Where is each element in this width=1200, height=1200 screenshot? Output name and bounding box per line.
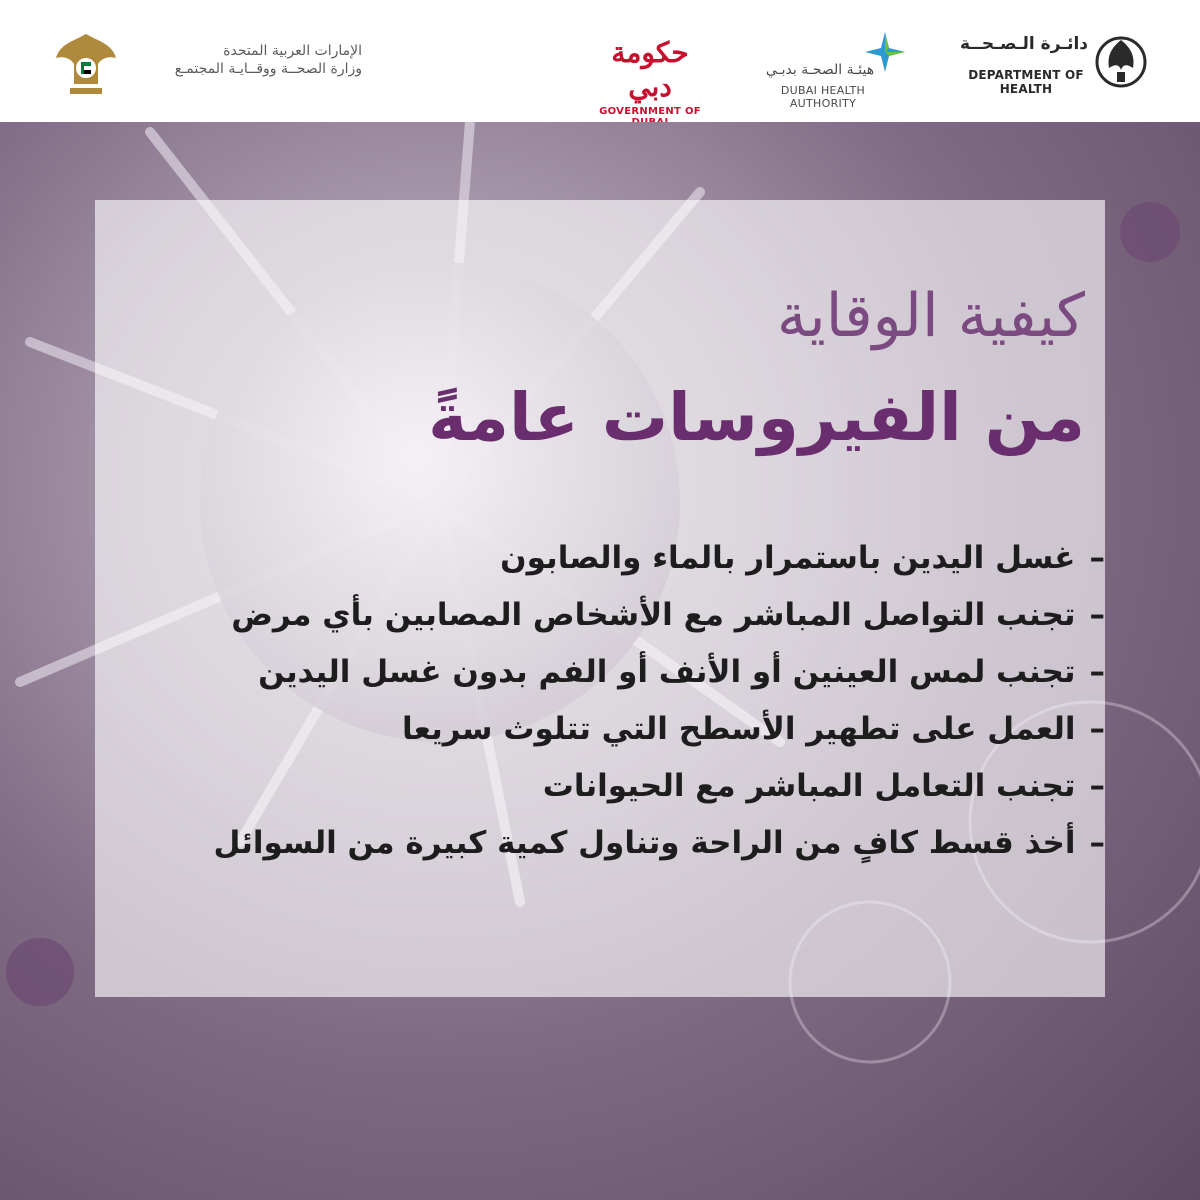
bullet-dash: – [1089,597,1105,633]
tip-text: غسل اليدين باستمرار بالماء والصابون [500,540,1076,576]
uae-logo-line1: الإمارات العربية المتحدة [223,43,362,59]
bullet-dash: – [1089,825,1105,861]
list-item [105,644,1105,701]
dubai-logo-english: GOVERNMENT OF [599,106,701,117]
uae-logo-line2: وزارة الصحــة ووقــايـة المجتمـع [174,61,362,77]
dha-logo-arabic: هيئـة الصحـة بدبـي [765,62,875,78]
title-line-2: من الفيروسات عامةً [428,379,1085,456]
dubai-logo-arabic: حكومة دبي [611,36,689,103]
bullet-dash: – [1089,654,1105,690]
tip-text: العمل على تطهير الأسطح التي تتلوث سريعا [401,711,1076,747]
list-item [105,587,1105,644]
title-line-1: كيفية الوقاية [776,281,1085,351]
list-item [105,815,1105,872]
list-item [105,701,1105,758]
bullet-dash: – [1089,768,1105,804]
header-bar [0,0,1200,122]
uae-emblem-icon [50,28,122,98]
department-of-health-logo [955,28,1155,98]
list-item [105,530,1105,587]
government-of-dubai-logo [590,36,710,117]
abu-dhabi-emblem-icon [1095,30,1147,94]
doh-logo-arabic: دائـرة الـصـحــة [959,34,1089,54]
bullet-dash: – [1089,540,1105,576]
dha-logo-english: DUBAI HEALTH AUTHORITY [780,84,866,110]
doh-logo-english: DEPARTMENT OF HEALTH [968,68,1084,96]
tip-text: أخذ قسط كافٍ من الراحة وتناول كمية كبيرة من السوائل [213,825,1076,861]
dubai-health-authority-logo [745,30,955,110]
tip-text: تجنب التعامل المباشر مع الحيوانات [542,768,1076,804]
bullet-dash: – [1089,711,1105,747]
prevention-tips-list [105,530,1105,872]
tip-text: تجنب التواصل المباشر مع الأشخاص المصابين بأي مرض [231,597,1076,633]
list-item [105,758,1105,815]
uae-ministry-logo [50,28,370,96]
tip-text: تجنب لمس العينين أو الأنف أو الفم بدون غسل اليدين [258,654,1076,690]
